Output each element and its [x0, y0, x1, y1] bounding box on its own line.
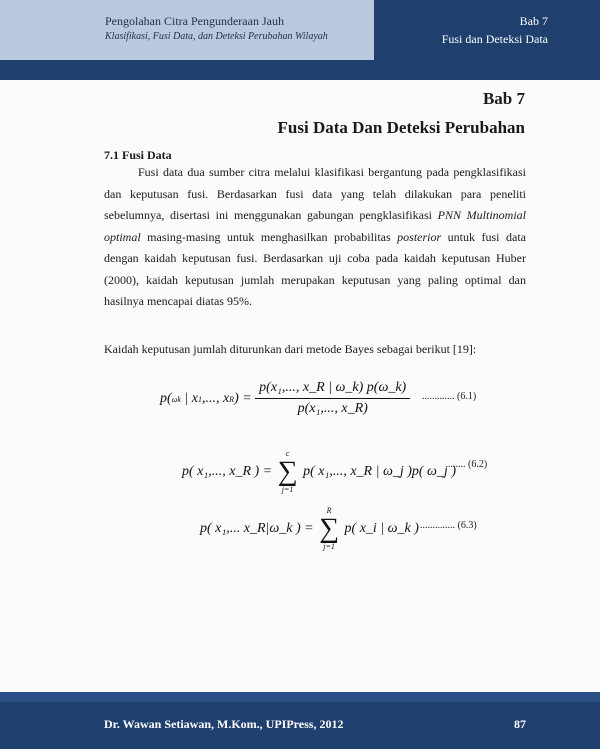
header-book-panel — [0, 0, 374, 60]
summation-symbol: c ∑ j=1 — [277, 449, 298, 494]
book-subtitle: Klasifikasi, Fusi Data, dan Deteksi Perubahan Wilayah — [105, 31, 328, 42]
paragraph-text: untuk fusi data dengan kaidah keputusan fusi. Berdasarkan uji coba pada kaidah keputusan Huber (2000), kaidah keputusan jumlah merupakan keputusan yang paling optimal dan hasilnya mencapai diatas 95%. — [104, 229, 526, 308]
footer-author: Dr. Wawan Setiawan, M.Kom., UPIPress, 2012 — [104, 717, 344, 731]
eq2-rhs: p( x₁,..., x_R | ω_j )p( ω_j ) — [303, 464, 456, 480]
paragraph-kaidah: Kaidah keputusan jumlah diturunkan dari metode Bayes sebagai berikut [19]: — [104, 342, 477, 356]
header-chapter-name: Fusi dan Deteksi Data — [441, 32, 548, 46]
paragraph-italic-term: PNN Multinomial optimal — [104, 208, 527, 244]
equation-6-1 — [160, 380, 410, 417]
equation-6-3 — [200, 507, 419, 551]
eq3-sum-lower: j=1 — [323, 542, 335, 551]
page-footer — [0, 692, 600, 749]
eq1-numerator: p(x₁,..., x_R | ω_k) p(ω_k) — [255, 380, 410, 399]
eq1-lhs: p(ωk | x1,..., xR) = — [160, 390, 252, 406]
header-chapter-label: Bab 7 — [519, 14, 548, 28]
page-number: 87 — [514, 717, 526, 731]
eq2-lhs: p( x₁,..., x_R ) = — [182, 464, 273, 480]
eq1-denominator: p(x₁,..., x_R) — [297, 401, 368, 416]
section-heading: 7.1 Fusi Data — [104, 148, 172, 162]
eq1-fraction — [255, 380, 410, 417]
eq2-sum-upper: c — [285, 449, 290, 458]
chapter-title: Fusi Data Dan Deteksi Perubahan — [277, 118, 525, 137]
summation-symbol: R ∑ j=1 — [319, 506, 340, 551]
eq3-rhs: p( x_i | ω_k ) — [344, 521, 419, 537]
paragraph-italic-term: posterior — [397, 229, 442, 244]
eq3-sum-upper: R — [326, 506, 332, 515]
paragraph-text: Fusi data dua sumber citra melalui klasifikasi bergantung pada pengklasifikasi dan keputusan fusi. Berdasarkan fusi data yang telah dilakukan para peneliti sebelumnya, disertasi ini menggunakan gabungan pengklasifikasi — [104, 165, 526, 222]
eq3-lhs: p( x₁,... x_R|ω_k ) = — [200, 521, 314, 537]
equation-number-6-2: ....... (6.2) — [448, 459, 488, 470]
header-chapter-panel — [374, 0, 600, 60]
book-title: Pengolahan Citra Pengunderaan Jauh — [105, 14, 284, 28]
footer-accent-bar — [0, 692, 600, 702]
equation-number-6-3: .............. (6.3) — [420, 520, 477, 531]
chapter-number: Bab 7 — [482, 89, 525, 108]
eq2-sum-lower: j=1 — [281, 485, 294, 494]
paragraph-fusi-data — [104, 162, 526, 313]
equation-6-2 — [182, 450, 456, 494]
paragraph-text: masing-masing untuk menghasilkan probabilitas — [140, 229, 398, 244]
page-header — [0, 0, 600, 80]
equation-number-6-1: ............. (6.1) — [422, 391, 477, 402]
